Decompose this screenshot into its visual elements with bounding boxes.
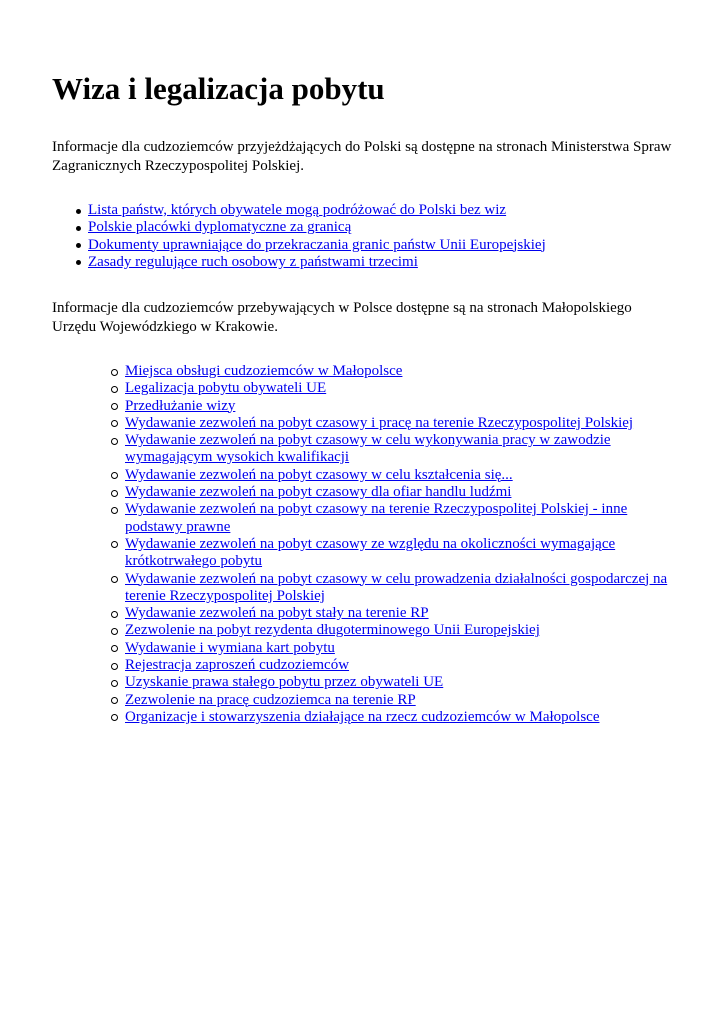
list-item	[109, 484, 669, 501]
link-work-permit[interactable]: Zezwolenie na pracę cudzoziemca na terenie RP	[125, 691, 416, 708]
link-education-residence[interactable]: Wydawanie zezwoleń na pobyt czasowy w celu kształcenia się...	[125, 466, 513, 483]
list-item	[72, 237, 652, 254]
list-item	[109, 501, 669, 536]
link-business-activity[interactable]: Wydawanie zezwoleń na pobyt czasowy w celu prowadzenia działalności gospodarczej na terenie Rzeczypospolitej Polskiej	[125, 570, 668, 604]
list-item	[109, 605, 669, 622]
list-item	[109, 640, 669, 657]
list-item	[109, 692, 669, 709]
link-other-legal-grounds[interactable]: Wydawanie zezwoleń na pobyt czasowy na terenie Rzeczypospolitej Polskiej - inne podstawy prawne	[125, 501, 628, 535]
list-item	[109, 657, 669, 674]
link-long-term-eu-resident[interactable]: Zezwolenie na pobyt rezydenta długoterminowego Unii Europejskiej	[125, 622, 540, 639]
link-organizations[interactable]: Organizacje i stowarzyszenia działające na rzecz cudzoziemców w Małopolsce	[125, 708, 600, 725]
list-item	[72, 219, 652, 236]
muw-links-list	[109, 363, 669, 726]
link-third-country-movement[interactable]: Zasady regulujące ruch osobowy z państwami trzecimi	[88, 253, 418, 270]
link-eu-permanent-right[interactable]: Uzyskanie prawa stałego pobytu przez obywateli UE	[125, 674, 444, 691]
link-temporary-residence-work[interactable]: Wydawanie zezwoleń na pobyt czasowy i pracę na terenie Rzeczypospolitej Polskiej	[125, 414, 634, 431]
link-diplomatic-missions[interactable]: Polskie placówki dyplomatyczne za granicą	[88, 219, 352, 236]
link-eu-residence-legalization[interactable]: Legalizacja pobytu obywateli UE	[125, 380, 327, 397]
intro-paragraph-muw: Informacje dla cudzoziemców przebywających w Polsce dostępne są na stronach Małopolskiego Urzędu Wojewódzkiego w Krakowie.	[52, 300, 632, 335]
list-item	[109, 398, 669, 415]
link-invitation-registration[interactable]: Rejestracja zaproszeń cudzoziemców	[125, 657, 350, 674]
link-permanent-residence[interactable]: Wydawanie zezwoleń na pobyt stały na terenie RP	[125, 605, 429, 622]
link-service-points[interactable]: Miejsca obsługi cudzoziemców w Małopolsce	[125, 363, 403, 379]
list-item	[109, 674, 669, 691]
link-short-term-circumstances[interactable]: Wydawanie zezwoleń na pobyt czasowy ze względu na okoliczności wymagające krótkotrwałego pobytu	[125, 535, 616, 570]
list-item	[109, 622, 669, 639]
link-residence-cards[interactable]: Wydawanie i wymiana kart pobytu	[125, 639, 335, 656]
list-item	[72, 202, 652, 219]
msz-links-list	[72, 202, 652, 271]
link-highly-qualified-work[interactable]: Wydawanie zezwoleń na pobyt czasowy w celu wykonywania pracy w zawodzie wymagającym wysokich kwalifikacji	[125, 432, 611, 466]
list-item	[109, 467, 669, 484]
list-item	[109, 571, 669, 606]
link-visa-free-countries[interactable]: Lista państw, których obywatele mogą podróżować do Polski bez wiz	[88, 202, 507, 218]
link-trafficking-victims[interactable]: Wydawanie zezwoleń na pobyt czasowy dla ofiar handlu ludźmi	[125, 484, 512, 501]
link-visa-extension[interactable]: Przedłużanie wizy	[125, 397, 236, 414]
list-item	[109, 432, 669, 467]
page-title: Wiza i legalizacja pobytu	[52, 71, 385, 106]
intro-paragraph-msz: Informacje dla cudzoziemców przyjeżdżających do Polski są dostępne na stronach Ministerstwa Spraw Zagranicznych Rzeczypospolitej Polskiej.	[52, 139, 672, 174]
list-item	[109, 415, 669, 432]
link-border-documents[interactable]: Dokumenty uprawniające do przekraczania granic państw Unii Europejskiej	[88, 236, 546, 253]
list-item	[109, 380, 669, 397]
list-item	[72, 254, 652, 271]
list-item	[109, 363, 669, 380]
list-item	[109, 536, 669, 571]
list-item	[109, 709, 669, 726]
